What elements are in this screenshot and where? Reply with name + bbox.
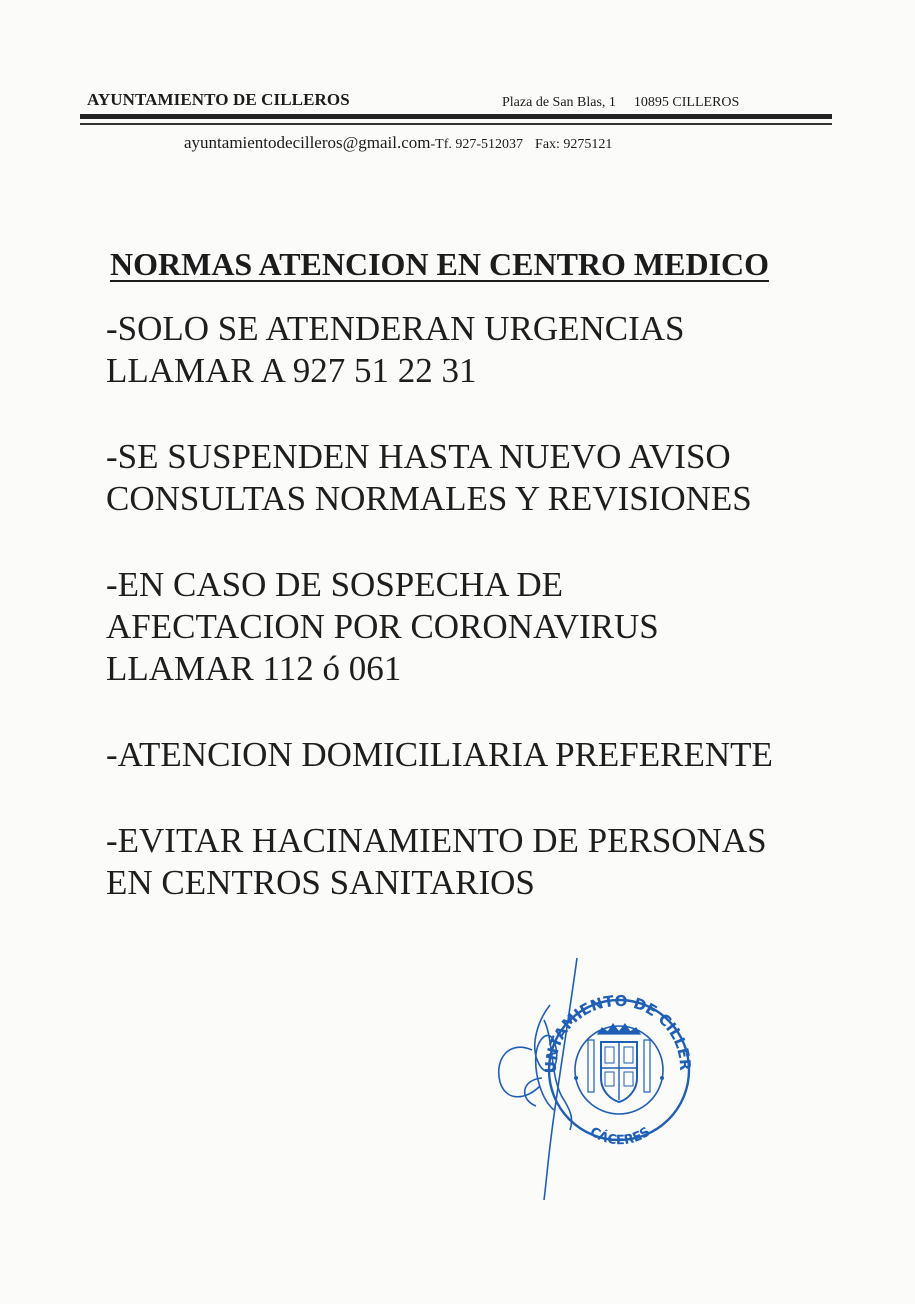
rule-line: -SE SUSPENDEN HASTA NUEVO AVISO: [106, 437, 731, 476]
seal-bottom-text: CÁCERES: [586, 1124, 654, 1149]
rule-line: -ATENCION DOMICILIARIA PREFERENTE: [106, 735, 773, 774]
rule-line: -SOLO SE ATENDERAN URGENCIAS: [106, 309, 685, 348]
email: ayuntamientodecilleros@gmail.com: [184, 133, 431, 152]
rule-item: [106, 436, 866, 520]
rule-line: LLAMAR 112 ó 061: [106, 649, 402, 688]
notice-title: NORMAS ATENCION EN CENTRO MEDICO: [110, 246, 770, 282]
seal-star-right: [660, 1076, 664, 1080]
organization-name: AYUNTAMIENTO DE CILLEROS: [87, 90, 350, 109]
header-rule-thick: [80, 114, 832, 119]
rules-list: [106, 308, 866, 948]
rule-line: LLAMAR A 927 51 22 31: [106, 351, 477, 390]
seal-star-left: [574, 1076, 578, 1080]
zip-city: 10895 CILLEROS: [633, 95, 740, 110]
signature-icon: [499, 958, 577, 1200]
street-address: Plaza de San Blas, 1: [502, 95, 616, 110]
rule-line: EN CENTROS SANITARIOS: [106, 863, 535, 902]
header-rule-thin: [80, 123, 832, 125]
seal-and-signature: [480, 950, 710, 1210]
rule-line: -EN CASO DE SOSPECHA DE: [106, 565, 563, 604]
contact-line: [184, 133, 612, 153]
rule-line: CONSULTAS NORMALES Y REVISIONES: [106, 479, 752, 518]
rule-item: [106, 564, 866, 690]
rule-line: AFECTACION POR CORONAVIRUS: [106, 607, 659, 646]
rule-item: [106, 308, 866, 392]
rule-item: [106, 734, 866, 776]
seal-svg: [480, 950, 710, 1210]
rule-item: [106, 820, 866, 904]
coat-of-arms-icon: [588, 1024, 650, 1102]
seal-top-text: UNTAMIENTO DE CILLER: [541, 991, 695, 1074]
address: [502, 95, 739, 111]
phone: -Tf. 927-512037: [430, 137, 524, 152]
fax: Fax: 9275121: [535, 137, 613, 152]
rule-line: -EVITAR HACINAMIENTO DE PERSONAS: [106, 821, 767, 860]
